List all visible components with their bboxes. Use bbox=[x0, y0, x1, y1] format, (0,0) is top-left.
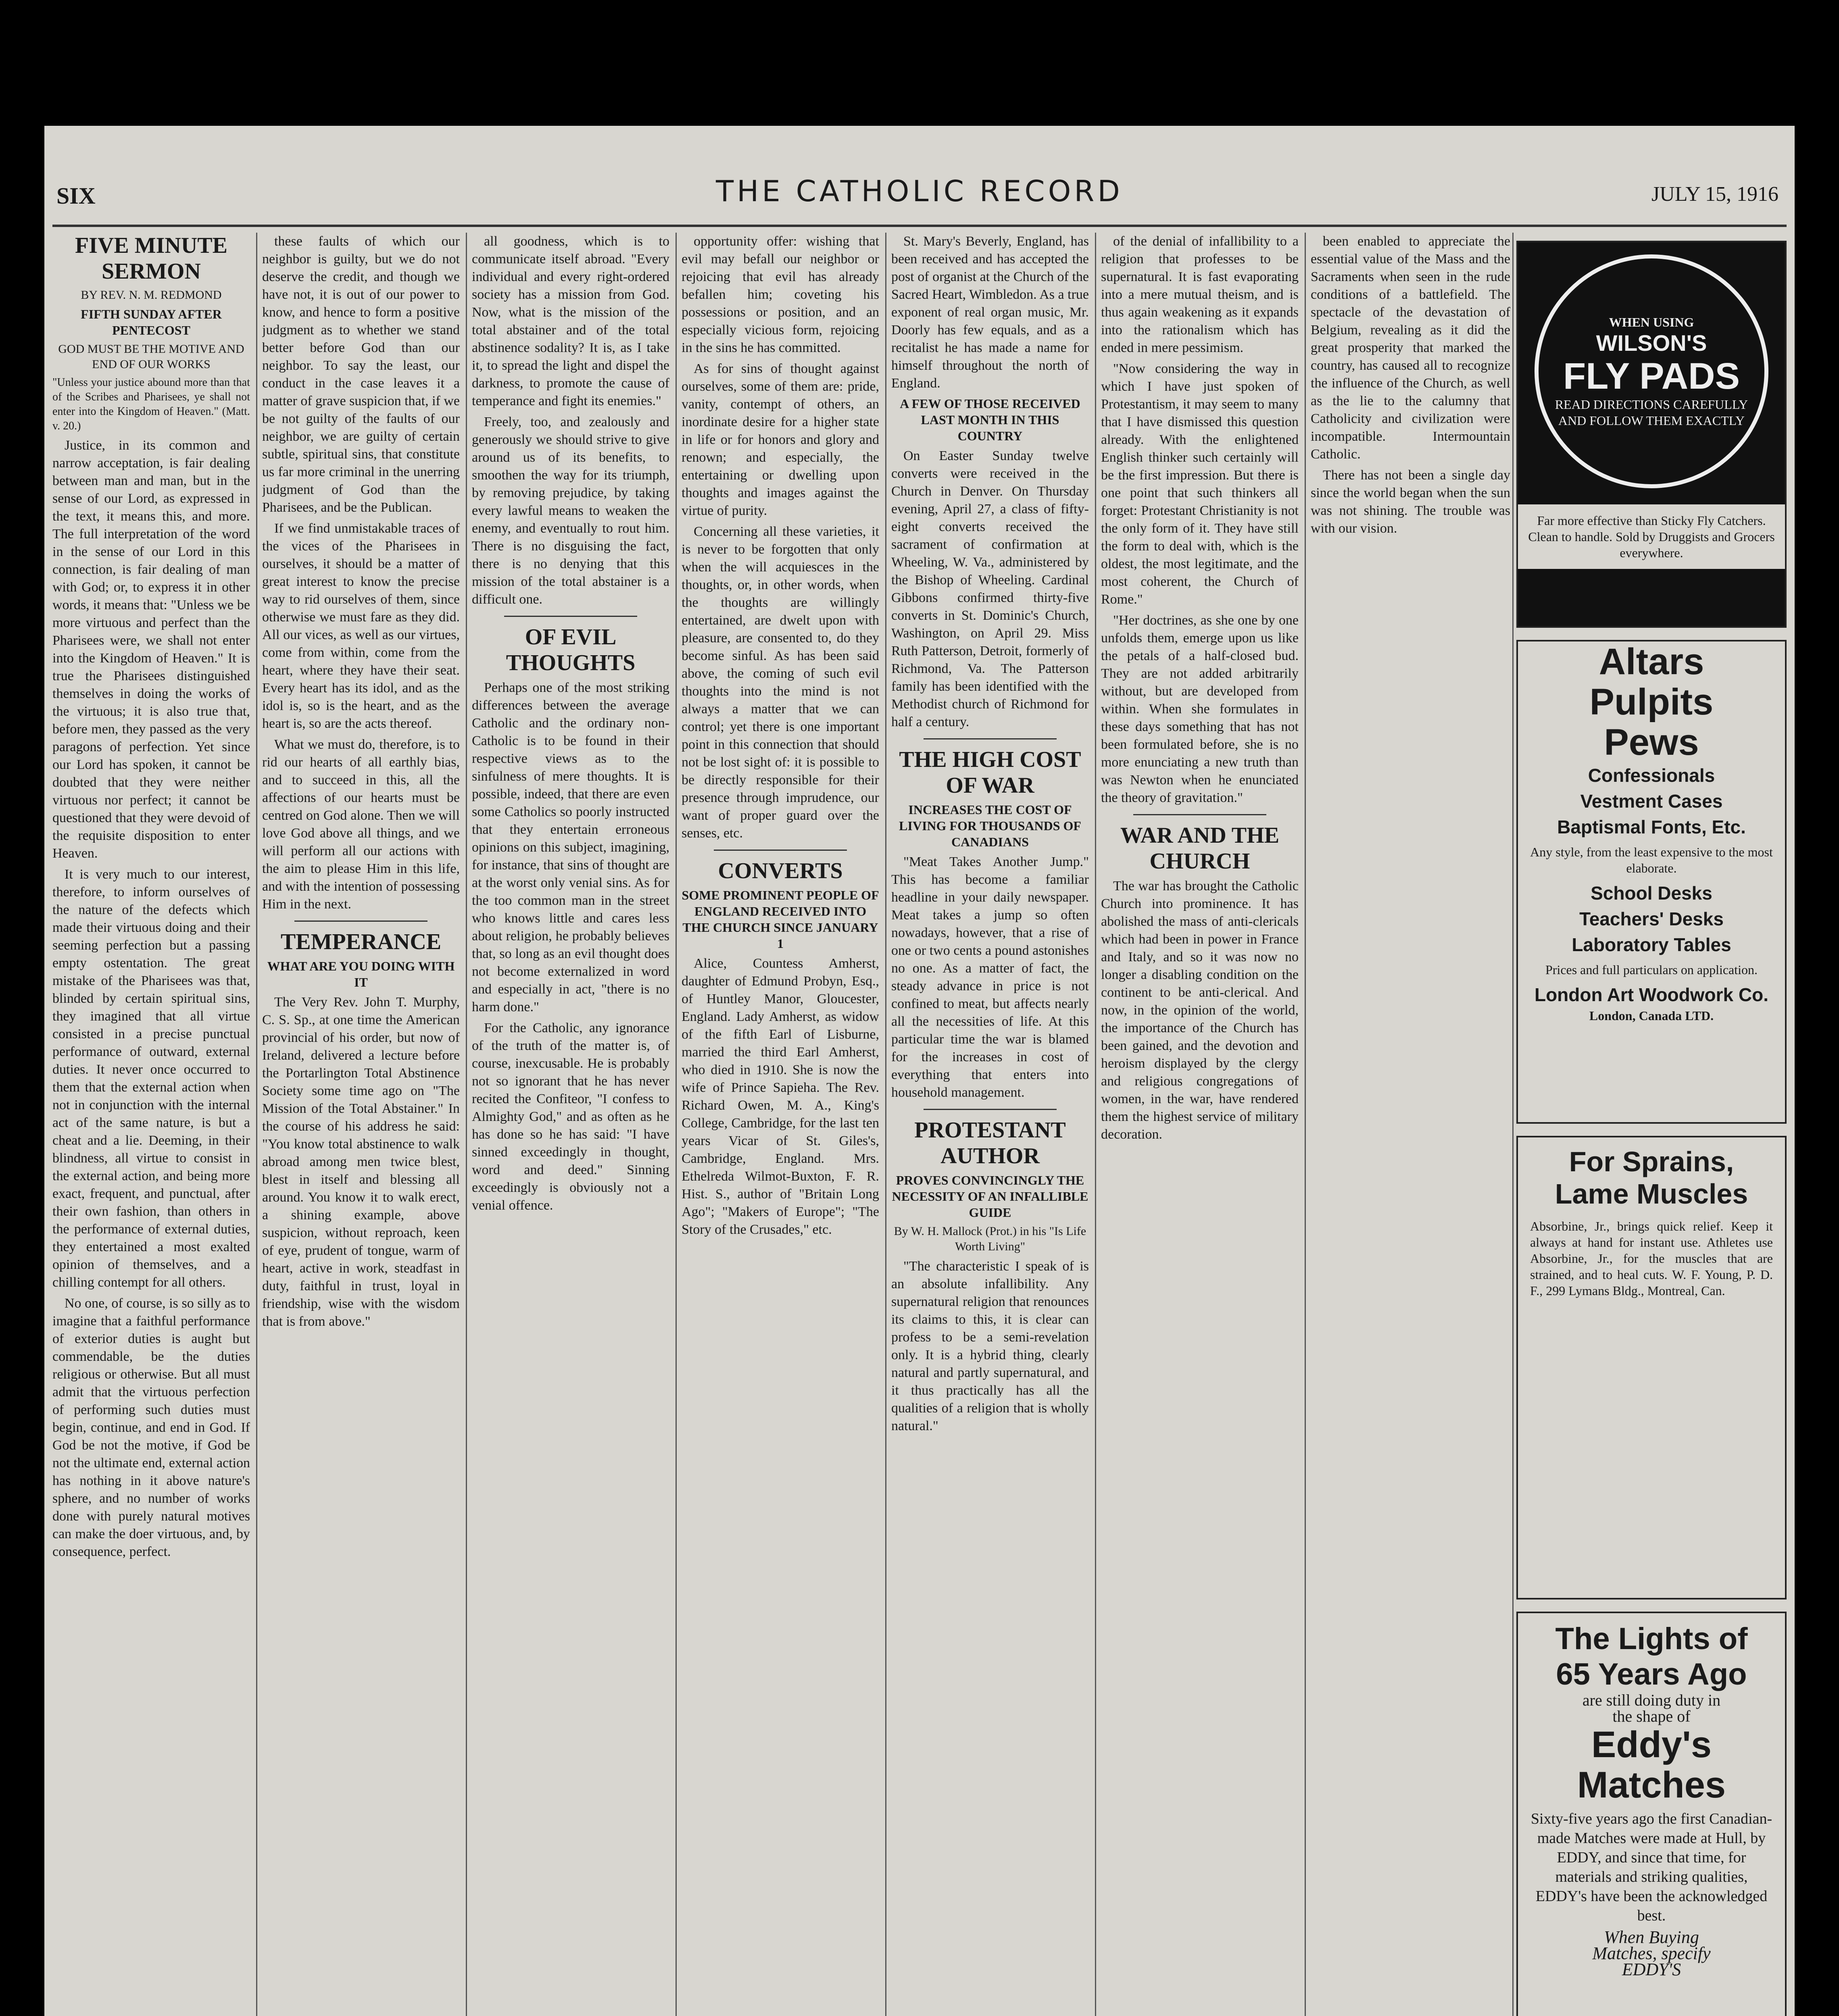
paragraph: all goodness, which is to communicate itself abroad. "Every individual and every right-ordered society has a mission from God. Now, what is the mission of the total abstainer and of the total abstinence sodality? It is, as I take it, to spread the light and dispel the darkness, to promote the cause of temperance and fight its enemies." bbox=[472, 234, 669, 408]
paragraph: Concerning all these varieties, it is never to be forgotten that only when the will acquiesces in the thoughts, or, in other words, when the thoughts are willingly entertained, are dwelt upon with pleasure, are consented to, do they become sinful. As has been said above, the coming of such evil thoughts into the mind is not always a matter that we can control; yet there is one important point in this connection that should not be lost sight of: it is possible to be directly responsible for their presence through imprudence, our want of proper guard over the senses, etc. bbox=[682, 524, 879, 841]
protestant-author-subtitle: PROVES CONVINCINGLY THE NECESSITY OF AN INFALLIBLE GUIDE bbox=[892, 1173, 1088, 1220]
cost-of-war-title: THE HIGH COST OF WAR bbox=[899, 747, 1081, 798]
paragraph: Alice, Countess Amherst, daughter of Edmund Probyn, Esq., of Huntley Manor, Gloucester, England. Lady Amherst, as widow of the fifth Earl of Lisburne, married the third Earl Amherst, who died in 1910. She is now the wife of Prince Sapieha. The Rev. Richard Owen, M. A., King's College, Cambridge, for the last ten years Vicar of St. Giles's, Cambridge, England. Mrs. Ethelreda Wilmot-Buxton, F. R. Hist. S., author of "Britain Long Ago"; "Makers of Europe"; "The Story of the Crusades," etc. bbox=[682, 956, 879, 1237]
eddy-tagline-2: Matches, specify bbox=[1592, 1943, 1711, 1963]
fly-ad-top: WHEN USING bbox=[1609, 315, 1694, 329]
eddy-brand: Eddy's bbox=[1591, 1724, 1712, 1765]
column-separator bbox=[256, 233, 257, 2016]
converts-title: CONVERTS bbox=[718, 858, 843, 883]
fly-pads-ad bbox=[1516, 241, 1787, 628]
sermon-subtitle: GOD MUST BE THE MOTIVE AND END OF OUR WORKS bbox=[58, 342, 244, 371]
eddy-copy: Sixty-five years ago the first Canadian-made Matches were made at Hull, by EDDY, and since that time, for materials and striking qualities, EDDY's have been the acknowledged best. bbox=[1530, 1810, 1772, 1924]
paragraph: Justice, in its common and narrow acceptation, is fair dealing between man and man, but in the sense of our Lord, as expressed in the text, it means this, and more. The full interpretation of the word in the sense of our Lord in this connection, is fair dealing of man with God; or, to express it in other words, it means that: "Unless we be more virtuous and perfect than the Pharisees were, we shall not enter into the Kingdom of Heaven." It is true the Pharisees distinguished themselves in doing the works of the virtuous; it is also true that, before men, they passed as the very paragons of perfection. Yet since our Lord has spoken, it cannot be doubted that they were neither virtuous nor perfect; it cannot be questioned that they were devoid of the requisite disposition to enter Heaven. bbox=[52, 438, 250, 861]
paragraph: Freely, too, and zealously and generously we should strive to give around us of its benefits, to smoothen the way for its triumph, by removing prejudice, by taking every lawful means to weaken the enemy, and eventually to rout him. There is no disguising the fact, there is no denying that this mission of the total abstainer is a difficult one. bbox=[472, 414, 669, 607]
section-rule bbox=[1133, 814, 1266, 815]
section-rule bbox=[924, 738, 1057, 739]
column-separator bbox=[466, 233, 467, 2016]
teachers-desks-line: Teachers' Desks bbox=[1579, 908, 1724, 929]
paragraph: No one, of course, is so silly as to imagine that a faithful performance of exterior duties is aught but commendable, be the duties religious or otherwise. But all must admit that the virtuous perfection of performing such duties must begin, continue, and end in God. If God be not the motive, if God be not the ultimate end, external action has nothing in it above nature's sphere, and no number of works done with purely natural motives can make the doer virtuous, and, by consequence, perfect. bbox=[52, 1296, 250, 1559]
paragraph: For the Catholic, any ignorance of the truth of the matter is, of course, inexcusable. He is probably not so ignorant that he has never recited the Confiteor, "I confess to Almighty God," and as often as he has done so he has said: "I have sinned exceedingly in thought, word and deed." Sinning exceedingly is obviously not a venial offence. bbox=[472, 1020, 669, 1213]
sprains-headline: For Sprains, bbox=[1569, 1146, 1734, 1177]
sprains-copy: Absorbine, Jr., brings quick relief. Keep it always at hand for instant use. Athletes use Absorbine, Jr., for the muscles that are strained, and to heal cuts. W. F. Young, P. D. F., 299 Lymans Bldg., Montreal, Can. bbox=[1530, 1219, 1773, 1298]
column-separator bbox=[885, 233, 886, 2016]
paragraph: There has not been a single day since the world began when the sun was not shining. The trouble was with our vision. bbox=[1311, 468, 1510, 536]
paragraph: "The characteristic I speak of is an absolute infallibility. Any supernatural religion that renounces its claims to this, it is clear can profess to be a semi-revelation only. It is a hybrid thing, clearly natural and partly supernatural, and it thus practically has all the qualities of a religion that is wholly natural." bbox=[891, 1259, 1089, 1433]
lame-muscles-headline: Lame Muscles bbox=[1555, 1178, 1748, 1210]
eddy-line-4: the shape of bbox=[1612, 1707, 1691, 1725]
paragraph: The war has brought the Catholic Church into prominence. It has abolished the mass of anti-clericals which had been in power in France and Italy, and so it was now no longer a disabling condition on the continent to be anti-clerical. And now, in the opinion of the world, the importance of the Church has been gained, and the devotion and heroism displayed by the clergy and religious congregations of women, in the war, have rendered them the highest service of military decoration. bbox=[1101, 879, 1299, 1142]
altars-copy: Any style, from the least expensive to the most elaborate. bbox=[1530, 845, 1773, 875]
pews-line: Pews bbox=[1604, 722, 1699, 763]
newspaper-title: THE CATHOLIC RECORD bbox=[716, 174, 1123, 208]
column-separator bbox=[1512, 233, 1514, 2016]
altars-line: Altars bbox=[1599, 641, 1704, 682]
paragraph: On Easter Sunday twelve converts were received in the Church in Denver. On Thursday evening, April 27, a class of fifty-eight converts received the sacrament of confirmation at Wheeling, W. Va., administered by the Bishop of Wheeling. Cardinal Gibbons confirmed thirty-five converts in St. Dominic's Church, Washington, on April 29. Miss Ruth Patterson, Detroit, formerly of Richmond, Va. The Patterson family has been identified with the Methodist church of Richmond for half a century. bbox=[891, 448, 1089, 729]
advertisements bbox=[1516, 233, 1787, 2016]
converts-subtitle: SOME PROMINENT PEOPLE OF ENGLAND RECEIVED INTO THE CHURCH SINCE JANUARY 1 bbox=[682, 888, 879, 951]
school-desks-line: School Desks bbox=[1591, 883, 1712, 904]
paragraph: opportunity offer: wishing that evil may befall our neighbor or rejoicing that evil has already befallen him; coveting his possessions or position, and an especially vicious form, rejoicing in the sins he has committed. bbox=[682, 234, 879, 355]
section-rule bbox=[714, 850, 847, 851]
sermon-title: FIVE MINUTE SERMON bbox=[75, 233, 228, 284]
paragraph: As for sins of thought against ourselves, some of them are: pride, vanity, contempt of others, an inordinate desire for a higher state in life or for honors and glory and renown; and especially, the entertaining or dwelling upon thoughts and images against the virtue of purity. bbox=[682, 361, 879, 518]
column-2 bbox=[262, 233, 460, 2016]
page-number: SIX bbox=[56, 183, 96, 209]
confessionals-line: Confessionals bbox=[1588, 765, 1715, 786]
paragraph: of the denial of infallibility to a religion that professes to be supernatural. It is fast evaporating into a mere mutual theism, and is thus again weakening as it expands into the rationalism which has ended in mere pessimism. bbox=[1101, 234, 1299, 355]
sprains-ad bbox=[1516, 1136, 1787, 1599]
paragraph: Perhaps one of the most striking differences between the average Catholic and the ordinary non-Catholic is to be found in their respective views as to the sinfulness of mere thoughts. It is possible, indeed, that there are even some Catholics so poorly instructed that they entertain erroneous opinions on this subject, imagining, for instance, that sins of thought are at the worst only venial sins. As for the too common man in the street who knows little and cares less about religion, he probably believes that, so long as an evil thought does not become externalized in word and especially in act, "there is no harm done." bbox=[472, 680, 669, 1014]
paragraph: been enabled to appreciate the essential value of the Mass and the Sacraments when seen in the rude conditions of a battlefield. The spectacle of the devastation of Belgium, revealing as it did the great prosperity that marked the country, has caused all to recognize the influence of the Church, as well as the lie to the calumny that Catholicity and civilization were incompatible. Intermountain Catholic. bbox=[1311, 234, 1510, 462]
column-7 bbox=[1311, 233, 1510, 2016]
paragraph: "Meat Takes Another Jump." This has become a familiar headline in your daily newspaper. Meat takes a jump so often nowadays, however, that a rise of one or two cents a pound astonishes no one. As a matter of fact, the steady advance in price is not confined to meat, but affects nearly all the necessities of life. At this particular time the war is blamed for the increases in cost of everything that enters into household management. bbox=[891, 854, 1089, 1100]
sermon-quote: "Unless your justice abound more than that of the Scribes and Pharisees, ye shall not enter into the Kingdom of Heaven." (Matt. v. 20.) bbox=[52, 376, 250, 432]
temperance-title: TEMPERANCE bbox=[280, 929, 442, 954]
fly-ad-copy: Far more effective than Sticky Fly Catchers. Clean to handle. Sold by Druggists and Grocers everywhere. bbox=[1518, 504, 1785, 569]
paragraph: If we find unmistakable traces of the vices of the Pharisees in ourselves, it should be a matter of great interest to know the precise way to rid ourselves of them, since otherwise we must fare as they did. All our vices, as well as our virtues, come from within, come from the heart, where they have their seat. Every heart has its idol, and as the idol is, so is the heart, and as the heart is, so are the acts thereof. bbox=[262, 521, 460, 731]
laboratory-line: Laboratory Tables bbox=[1572, 934, 1731, 955]
paragraph: It is very much to our interest, therefore, to inform ourselves of the nature of the defects which made their virtuous doing and their seeming perfection but a passing empty ostentation. The great mistake of the Pharisees was that, blinded by certain spiritual sins, they imagined that all virtue consisted in a precise punctual performance of outward, external duties. It never once occurred to them that the external action when not in conjunction with the internal act of the same nature, is but a cheat and a lie. Deeming, in their blindness, all virtue to consist in the external action, and being more exact, frequent, and punctual, after their own fashion, than others in the performance of external duties, they entertained a most exalted opinion of themselves, and a chilling contempt for all others. bbox=[52, 867, 250, 1290]
fly-ad-instructions: READ DIRECTIONS CAREFULLY AND FOLLOW THEM EXACTLY bbox=[1555, 397, 1748, 428]
evil-thoughts-title: OF EVIL THOUGHTS bbox=[506, 625, 636, 675]
fly-pads-emblem bbox=[1535, 254, 1768, 488]
section-rule bbox=[924, 1109, 1057, 1110]
protestant-author-byline: By W. H. Mallock (Prot.) in his "Is Life Worth Living" bbox=[894, 1225, 1086, 1253]
vestment-line: Vestment Cases bbox=[1580, 791, 1723, 812]
masthead-rule bbox=[52, 225, 1787, 227]
company-ltd: LTD. bbox=[1685, 1008, 1714, 1023]
paragraph: The Very Rev. John T. Murphy, C. S. Sp., at one time the American provincial of his order, but now of Ireland, delivered a lecture before the Portarlington Total Abstinence Society some time ago on "The Mission of the Total Abstainer." In the course of his address he said: "You know total abstinence to walk abroad among men twice blest, blest in itself and blessing all around. You know it to walk erect, a shining example, above suspicion, without reproach, keen of eye, prudent of tongue, warm of heart, active in work, steadfast in duty, faithful in trust, loyal in friendship, wise with the wisdom that is from above." bbox=[262, 995, 460, 1329]
eddy-line-3: are still doing duty in bbox=[1582, 1691, 1721, 1709]
paragraph: these faults of which our neighbor is guilty, but we do not deserve the credit, and though we have not, it is out of our power to know, and hence to form a positive judgment as to whether we stand better before God than our neighbor. To say the least, our conduct in the case leaves it a matter of grave suspicion that, if we be not guilty of the faults of our neighbor, we are guilty of certain subtle, spiritual sins, that constitute us far more criminal in the unerring judgment of God than the Pharisees, and be the Publican. bbox=[262, 234, 460, 515]
newspaper-page bbox=[44, 126, 1795, 2016]
columns bbox=[52, 233, 1787, 2016]
altars-copy-2: Prices and full particulars on application. bbox=[1545, 962, 1758, 977]
paragraph: St. Mary's Beverly, England, has been received and has accepted the post of organist at the Church of the Sacred Heart, Wimbledon. As a true exponent of real organ music, Mr. Doorly has few equals, and as a recitalist he has made a name for himself throughout the north of England. bbox=[891, 234, 1089, 391]
paragraph: What we must do, therefore, is to rid our hearts of all earthly bias, and to succeed in this, all the affections of our hearts must be centred on God alone. Then we will love God above all things, and we will perform all our actions with the aim to please Him in this life, and with the intention of possessing Him in the next. bbox=[262, 737, 460, 912]
cost-of-war-subtitle: INCREASES THE COST OF LIVING FOR THOUSANDS OF CANADIANS bbox=[899, 802, 1081, 849]
section-rule bbox=[504, 616, 637, 617]
column-5 bbox=[891, 233, 1089, 2016]
masthead bbox=[44, 174, 1795, 219]
eddy-product: Matches bbox=[1577, 1764, 1726, 1806]
fonts-line: Baptismal Fonts, Etc. bbox=[1557, 816, 1746, 837]
column-4 bbox=[682, 233, 879, 2016]
sermon-byline: BY REV. N. M. REDMOND bbox=[81, 288, 222, 302]
eddy-headline-2: 65 Years Ago bbox=[1556, 1657, 1747, 1691]
column-6 bbox=[1101, 233, 1299, 2016]
eddy-matches-ad bbox=[1516, 1612, 1787, 2016]
column-3 bbox=[472, 233, 669, 2016]
paragraph: "Now considering the way in which I have just spoken of Protestantism, it may seem to many that I have dismissed this question already. With the enlightened English thinker such certainly will be the first impression. But there is one point that such thinkers all forget: Protestant Christianity is not the only form of it. They have still the form to deal with, which is the oldest, the most legitimate, and the most coherent, the Church of Rome." bbox=[1101, 361, 1299, 607]
paragraph: "Her doctrines, as she one by one unfolds them, emerge upon us like the petals of a half-closed bud. They are not added arbitrarily without, but are developed from within. When she formulates in these days something that has not been formulated before, she is no more enunciating a new truth than was Newton when he enunciated the theory of gravitation." bbox=[1101, 613, 1299, 805]
column-separator bbox=[1305, 233, 1306, 2016]
column-1 bbox=[52, 233, 250, 2016]
pulpits-line: Pulpits bbox=[1589, 681, 1714, 723]
issue-date: JULY 15, 1916 bbox=[1651, 183, 1779, 206]
company-name: London Art Woodwork Co. bbox=[1534, 984, 1768, 1005]
sermon-occasion: FIFTH SUNDAY AFTER PENTECOST bbox=[81, 307, 222, 337]
altars-ad bbox=[1516, 640, 1787, 1124]
eddy-tagline-3: EDDY'S bbox=[1622, 1960, 1681, 1979]
column-separator bbox=[676, 233, 677, 2016]
fly-ad-product: FLY PADS bbox=[1563, 356, 1740, 397]
protestant-author-title: PROTESTANT AUTHOR bbox=[914, 1118, 1066, 1168]
temperance-subtitle: WHAT ARE YOU DOING WITH IT bbox=[267, 959, 455, 989]
fly-ad-brand: WILSON'S bbox=[1596, 330, 1707, 356]
eddy-headline-1: The Lights of bbox=[1555, 1622, 1748, 1656]
war-church-title: WAR AND THE CHURCH bbox=[1120, 823, 1280, 874]
column-separator bbox=[1095, 233, 1096, 2016]
company-city: London, Canada bbox=[1589, 1008, 1682, 1023]
received-title: A FEW OF THOSE RECEIVED LAST MONTH IN THIS COUNTRY bbox=[900, 396, 1080, 443]
eddy-tagline-1: When Buying bbox=[1604, 1927, 1699, 1947]
section-rule bbox=[294, 921, 427, 922]
